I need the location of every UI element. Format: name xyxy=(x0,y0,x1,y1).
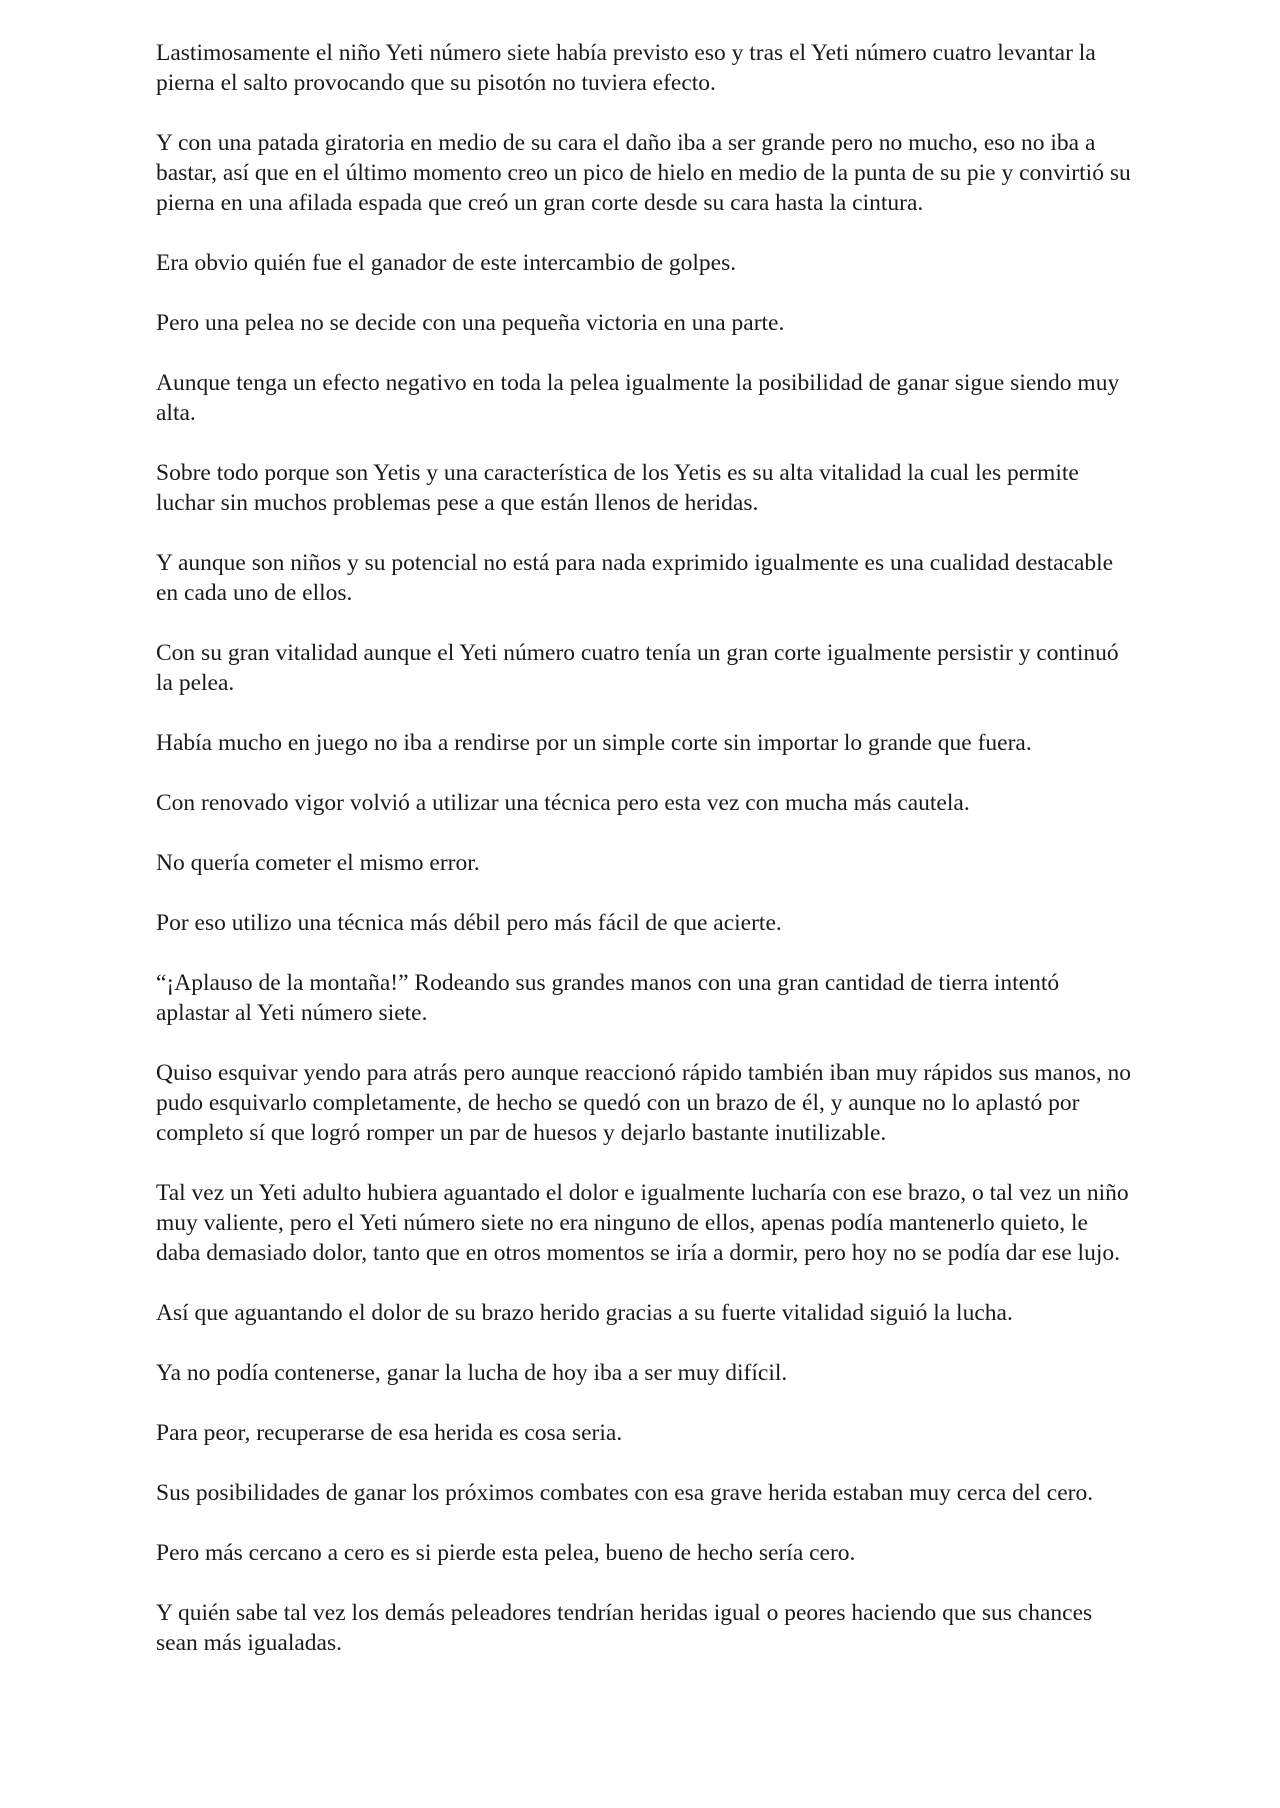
document-page xyxy=(156,38,1136,1658)
paragraph: Ya no podía contenerse, ganar la lucha de hoy iba a ser muy difícil. xyxy=(156,1360,788,1386)
paragraph: Con renovado vigor volvió a utilizar una técnica pero esta vez con mucha más cautela. xyxy=(156,790,970,816)
paragraph: Aunque tenga un efecto negativo en toda la pelea igualmente la posibilidad de ganar sigue siendo muy alta. xyxy=(156,370,1120,426)
paragraph: Había mucho en juego no iba a rendirse por un simple corte sin importar lo grande que fuera. xyxy=(156,730,1032,756)
paragraph: Sobre todo porque son Yetis y una característica de los Yetis es su alta vitalidad la cual les permite luchar sin muchos problemas pese a que están llenos de heridas. xyxy=(156,460,1079,516)
paragraph: No quería cometer el mismo error. xyxy=(156,850,480,876)
paragraph: Tal vez un Yeti adulto hubiera aguantado el dolor e igualmente lucharía con ese brazo, o tal vez un niño muy valiente, pero el Yeti número siete no era ninguno de ellos, apenas podía mantenerlo quieto, le daba demasiado dolor, tanto que en otros momentos se iría a dormir, pero hoy no se podía dar ese lujo. xyxy=(156,1180,1129,1266)
paragraph: Así que aguantando el dolor de su brazo herido gracias a su fuerte vitalidad siguió la lucha. xyxy=(156,1300,1013,1326)
paragraph: Era obvio quién fue el ganador de este intercambio de golpes. xyxy=(156,250,737,276)
paragraph: Lastimosamente el niño Yeti número siete había previsto eso y tras el Yeti número cuatro levantar la pierna el salto provocando que su pisotón no tuviera efecto. xyxy=(156,40,1096,96)
paragraph: Con su gran vitalidad aunque el Yeti número cuatro tenía un gran corte igualmente persistir y continuó la pelea. xyxy=(156,640,1119,696)
paragraph: Por eso utilizo una técnica más débil pero más fácil de que acierte. xyxy=(156,910,782,936)
paragraph: Y aunque son niños y su potencial no está para nada exprimido igualmente es una cualidad destacable en cada uno de ellos. xyxy=(156,550,1114,606)
paragraph: Sus posibilidades de ganar los próximos combates con esa grave herida estaban muy cerca del cero. xyxy=(156,1480,1094,1506)
paragraph: Pero más cercano a cero es si pierde esta pelea, bueno de hecho sería cero. xyxy=(156,1540,856,1566)
paragraph: Quiso esquivar yendo para atrás pero aunque reaccionó rápido también iban muy rápidos sus manos, no pudo esquivarlo completamente, de hecho se quedó con un brazo de él, y aunque no lo aplastó por completo sí que logró romper un par de huesos y dejarlo bastante inutilizable. xyxy=(156,1060,1131,1146)
paragraph: Para peor, recuperarse de esa herida es cosa seria. xyxy=(156,1420,623,1446)
paragraph: Y con una patada giratoria en medio de su cara el daño iba a ser grande pero no mucho, eso no iba a bastar, así que en el último momento creo un pico de hielo en medio de la punta de su pie y convirtió su pierna en una afilada espada que creó un gran corte desde su cara hasta la cintura. xyxy=(156,130,1131,216)
paragraph: Y quién sabe tal vez los demás peleadores tendrían heridas igual o peores haciendo que sus chances sean más igualadas. xyxy=(156,1600,1093,1656)
paragraph: Pero una pelea no se decide con una pequeña victoria en una parte. xyxy=(156,310,785,336)
paragraph: “¡Aplauso de la montaña!” Rodeando sus grandes manos con una gran cantidad de tierra intentó aplastar al Yeti número siete. xyxy=(156,970,1060,1026)
